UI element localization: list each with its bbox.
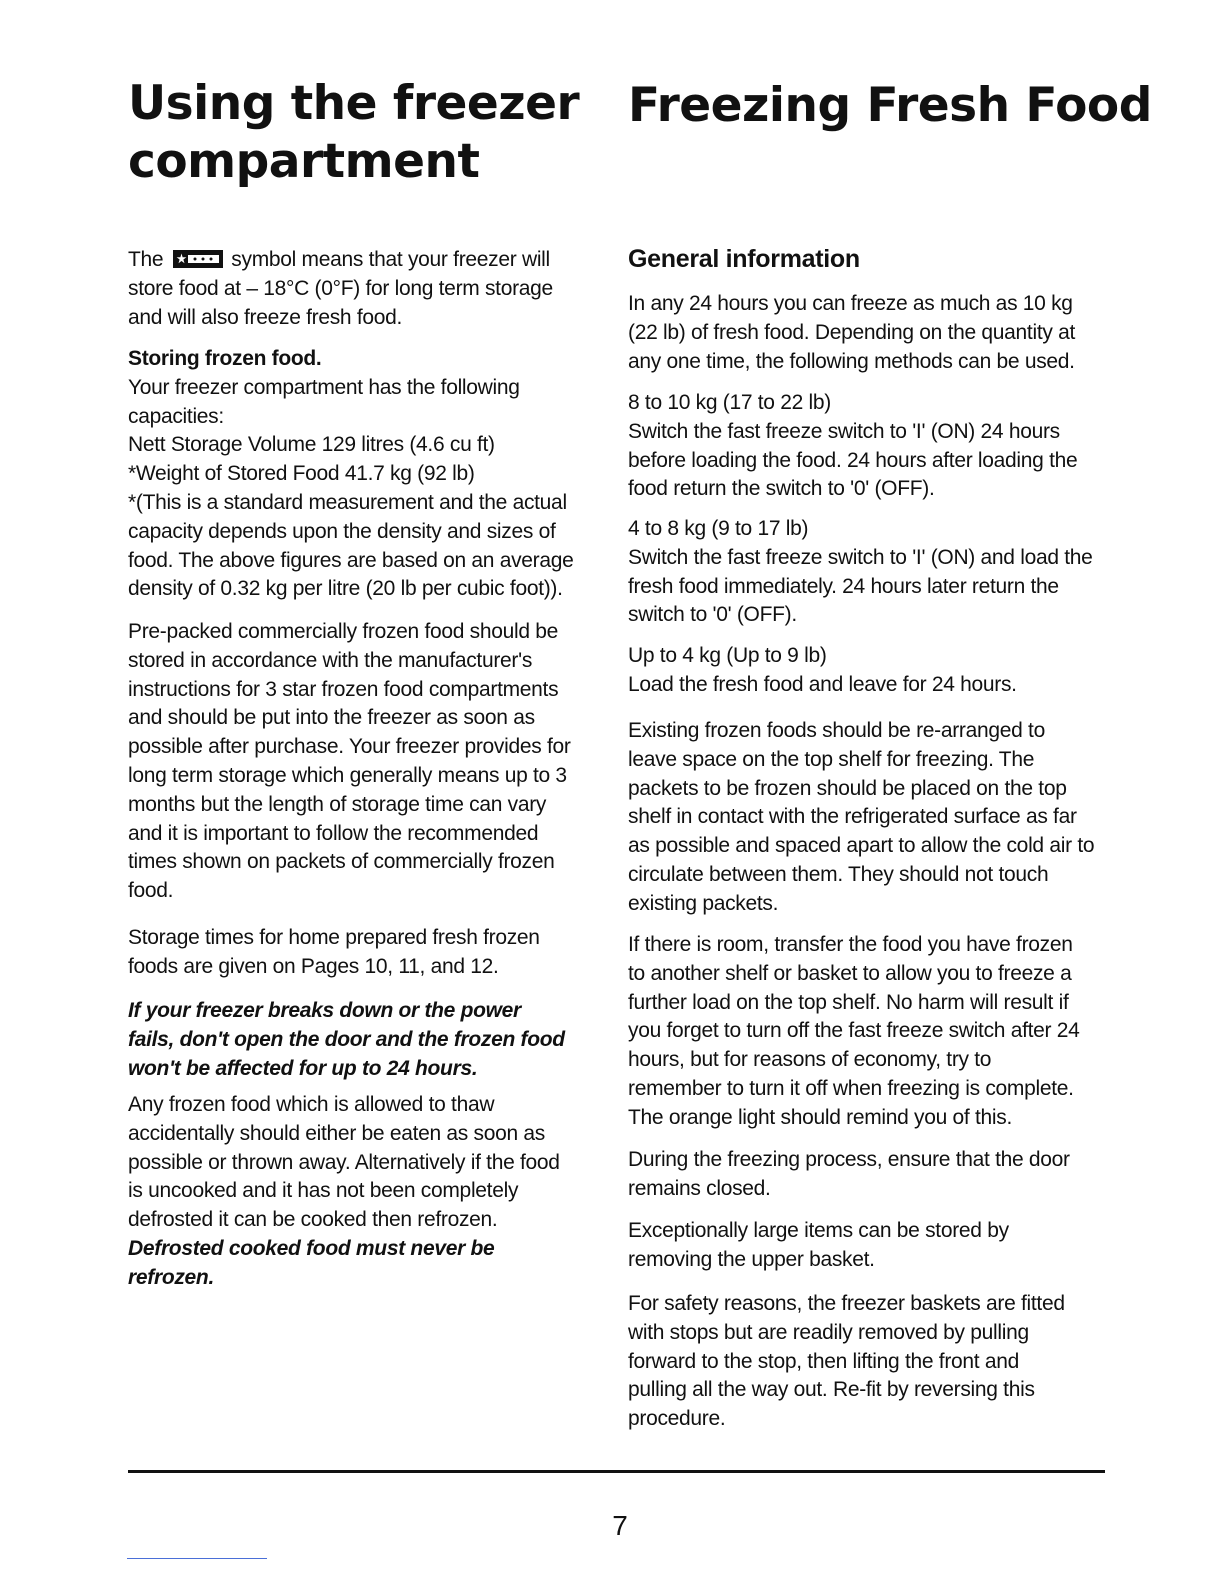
intro-paragraph: The symbol means that your freezer will store food at – 18°C (0°F) for long term storage and will also freeze fresh food. [128, 248, 553, 329]
footer-link-underline [127, 1558, 267, 1559]
existing-foods-paragraph: Existing frozen foods should be re-arranged to leave space on the top shelf for freezing. The packets to be frozen should be placed on the top shelf in contact with the refrigerated surface as far as possible and spaced apart to allow the cold air to circulate between them. They should not touch existing packets. [628, 719, 1095, 915]
storing-section: Storing frozen food. Your freezer compartment has the following capacities: Nett Storage Volume 129 litres (4.6 cu ft) *Weight of Stored Food 41.7 kg (92 lb) *(This is a standard measurement and the actual capacity depends upon the density and sizes of food. The above figures are based on an average density of 0.32 kg per litre (20 lb per cubic foot)). [128, 347, 574, 601]
safety-paragraph: For safety reasons, the freezer baskets are fitted with stops but are readily removed by pulling forward to the stop, then lifting the front and pulling all the way out. Re-fit by reversing this procedure. [628, 1292, 1065, 1431]
method-up-to-4kg: Up to 4 kg (Up to 9 lb) Load the fresh food and leave for 24 hours. [628, 644, 1017, 696]
page-title-left [128, 75, 598, 191]
refreeze-warning-line-2: refrozen. [128, 1265, 214, 1289]
prepacked-paragraph: Pre-packed commercially frozen food should be stored in accordance with the manufacturer's instructions for 3 star frozen food compartments and should be put into the freezer as soon as possible after purchase. Your freezer provides for long term storage which generally means up to 3 months but the length of storage time can vary and it is important to follow the recommended times shown on packets of commercially frozen food. [128, 620, 571, 903]
footer-divider [128, 1470, 1105, 1473]
power-failure-warning: If your freezer breaks down or the power fails, don't open the door and the frozen food won't be affected for up to 24 hours. [128, 999, 565, 1080]
four-star-freezer-symbol-icon [173, 250, 223, 268]
general-information-title: General information [628, 245, 860, 273]
heading-line-2: compartment [128, 134, 480, 189]
method-4-to-8kg: 4 to 8 kg (9 to 17 lb) Switch the fast freeze switch to 'I' (ON) and load the fresh food immediately. 24 hours later return the switch to '0' (OFF). [628, 517, 1093, 627]
door-paragraph: During the freezing process, ensure that the door remains closed. [628, 1148, 1070, 1200]
page-number: 7 [612, 1510, 628, 1541]
transfer-paragraph: If there is room, transfer the food you have frozen to another shelf or basket to allow you to freeze a further load on the top shelf. No harm will result if you forget to turn off the fast freeze switch after 24 hours, but for reasons of economy, try to remember to turn it off when freezing is complete. The orange light should remind you of this. [628, 933, 1080, 1129]
general-paragraph: In any 24 hours you can freeze as much as 10 kg (22 lb) of fresh food. Depending on the quantity at any one time, the following methods can be used. [628, 292, 1076, 373]
method-8-to-10kg: 8 to 10 kg (17 to 22 lb) Switch the fast freeze switch to 'I' (ON) 24 hours before loading the food. 24 hours after loading the food return the switch to '0' (OFF). [628, 391, 1078, 501]
page-title-right: Freezing Fresh Food [628, 78, 1152, 133]
refreeze-warning-line-1: Defrosted cooked food must never be [128, 1236, 495, 1260]
storing-title: Storing frozen food. [128, 347, 322, 370]
large-items-paragraph: Exceptionally large items can be stored by removing the upper basket. [628, 1219, 1009, 1271]
heading-line-1: Using the freezer [128, 76, 580, 131]
thaw-paragraph: Any frozen food which is allowed to thaw accidentally should either be eaten as soon as possible or thrown away. Alternatively if the food is uncooked and it has not been completely defrosted it can be cooked then refrozen. Defrosted cooked food must never be refrozen. [128, 1093, 560, 1289]
storage-times-paragraph: Storage times for home prepared fresh frozen foods are given on Pages 10, 11, and 12. [128, 926, 540, 978]
